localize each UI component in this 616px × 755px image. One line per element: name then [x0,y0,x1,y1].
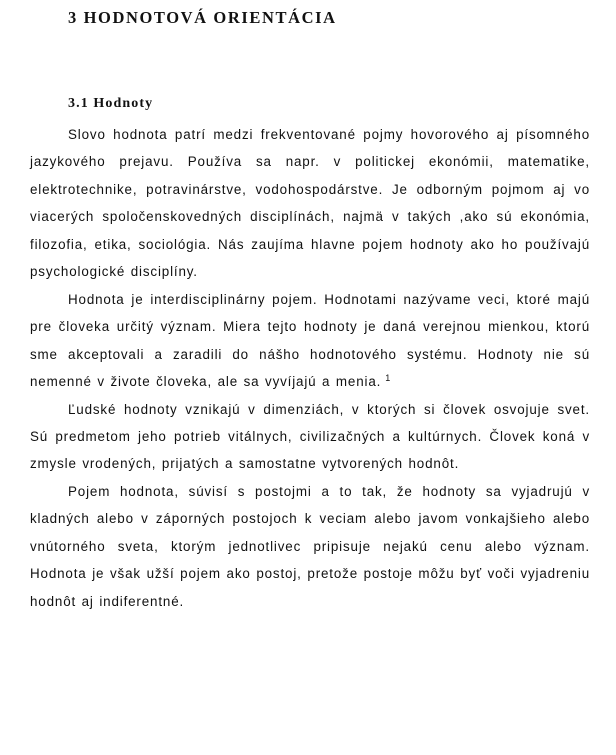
footnote-marker: 1 [385,373,392,384]
chapter-title: 3 HODNOTOVÁ ORIENTÁCIA [68,8,337,27]
paragraph-1: Slovo hodnota patrí medzi frekventované pojmy hovorového aj písomného jazykového prejavu. Používa sa napr. v politickej ekonómii, matematike, elektrotechnike, potravinárstve, vodohospodárstve. Je odborným pojmom aj vo viacerých spoločenskovedných disciplínách, najmä v takých ,ako sú ekonómia, filozofia, etika, sociológia. Nás zaujíma hlavne pojem hodnoty ako ho používajú psychologické disciplíny. [30,127,590,280]
paragraph-2 [30,286,590,396]
paragraph-2-text: Hodnota je interdisciplinárny pojem. Hodnotami nazývame veci, ktoré majú pre človeka určitý význam. Miera tejto hodnoty je daná verejnou mienkou, ktorú sme akceptovali a zaradili do nášho hodnotového systému. Hodnoty nie sú nemenné v živote človeka, ale sa vyvíjajú a menia. [30,291,590,390]
paragraph-4: Pojem hodnota, súvisí s postojmi a to tak, že hodnoty sa vyjadrujú v kladných alebo v záporných postojoch k veciam alebo javom vonkajšieho alebo vnútorného sveta, ktorým jednotlivec pripisuje nejakú cenu alebo význam. Hodnota je však užší pojem ako postoj, pretože postoje môžu byť voči vyjadreniu hodnôt aj indiferentné. [30,483,590,609]
paragraph-3: Ľudské hodnoty vznikajú v dimenziách, v ktorých si človek osvojuje svet. Sú predmetom jeho potrieb vitálnych, civilizačných a kultúrnych. Človek koná v zmysle vrodených, prijatých a samostatne vytvorených hodnôt. [30,401,590,472]
section-title: 3.1 Hodnoty [68,96,154,111]
body-text [30,121,590,615]
